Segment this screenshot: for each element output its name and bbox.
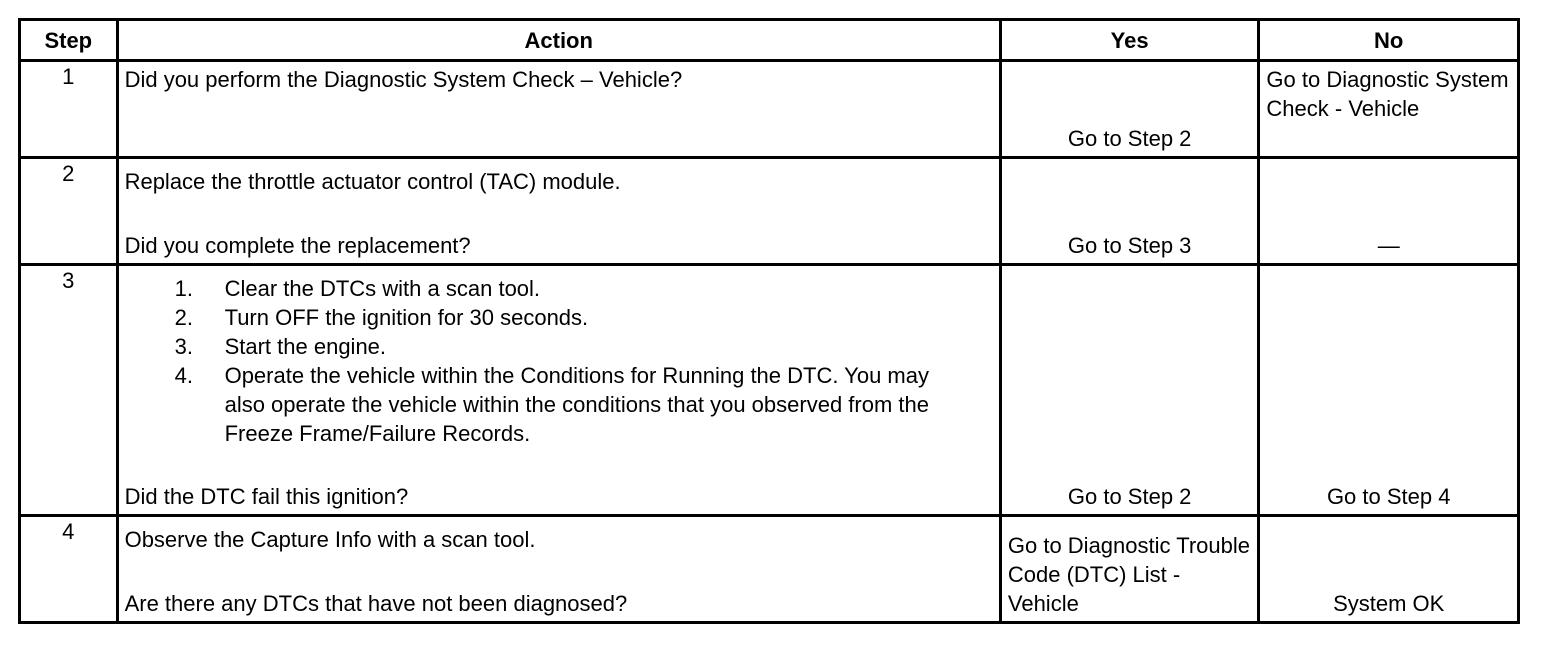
header-yes: Yes [1000, 20, 1259, 61]
yes-link[interactable]: Go to Step 2 [1067, 484, 1192, 509]
action-text: Replace the throttle actuator control (TAC) module. [124, 169, 621, 194]
list-text: Clear the DTCs with a scan tool. [224, 276, 541, 301]
no-link[interactable]: Go to Step 4 [1326, 484, 1451, 509]
action-text: Observe the Capture Info with a scan tool. [124, 527, 536, 552]
yes-cell [1000, 516, 1259, 623]
action-cell [117, 158, 1000, 265]
no-cell [1259, 516, 1519, 623]
action-cell [117, 516, 1000, 623]
step-number: 1 [20, 61, 118, 158]
no-result: System OK [1333, 591, 1445, 616]
table-row [20, 61, 1519, 158]
list-item [169, 332, 989, 361]
table-row [20, 158, 1519, 265]
list-number: 4. [174, 363, 193, 388]
no-link[interactable]: Go to Diagnostic System Check - Vehicle [1266, 67, 1509, 121]
step-number: 2 [20, 158, 118, 265]
list-text: Start the engine. [224, 334, 387, 359]
header-step: Step [20, 20, 118, 61]
procedure-list [169, 274, 989, 448]
table-row [20, 265, 1519, 516]
no-cell [1259, 158, 1519, 265]
header-row [20, 20, 1519, 61]
table-row [20, 516, 1519, 623]
no-dash: — [1377, 233, 1400, 258]
action-question: Did the DTC fail this ignition? [124, 484, 409, 509]
list-number: 1. [174, 276, 193, 301]
step-number: 4 [20, 516, 118, 623]
diagnostic-table [18, 18, 1520, 624]
yes-link[interactable]: Go to Step 3 [1067, 233, 1192, 258]
yes-cell [1000, 265, 1259, 516]
action-cell [117, 61, 1000, 158]
yes-link[interactable]: Go to Diagnostic Trouble Code (DTC) List - Vehicle [1007, 533, 1251, 616]
action-text: Did you perform the Diagnostic System Check – Vehicle? [124, 67, 683, 92]
list-item [169, 361, 937, 448]
yes-link[interactable]: Go to Step 2 [1067, 126, 1192, 151]
list-text: Turn OFF the ignition for 30 seconds. [224, 305, 589, 330]
action-question: Did you complete the replacement? [124, 233, 471, 258]
action-question: Are there any DTCs that have not been diagnosed? [124, 591, 628, 616]
no-cell [1259, 265, 1519, 516]
header-no: No [1259, 20, 1519, 61]
step-number: 3 [20, 265, 118, 516]
list-item [169, 303, 989, 332]
list-number: 3. [174, 334, 193, 359]
list-text: Operate the vehicle within the Conditions for Running the DTC. You may also operate the vehicle within the conditions that you observed from the Freeze Frame/Failure Records. [224, 363, 929, 446]
yes-cell [1000, 61, 1259, 158]
no-cell [1259, 61, 1519, 158]
list-number: 2. [174, 305, 193, 330]
list-item [169, 274, 989, 303]
yes-cell [1000, 158, 1259, 265]
header-action: Action [117, 20, 1000, 61]
action-cell [117, 265, 1000, 516]
